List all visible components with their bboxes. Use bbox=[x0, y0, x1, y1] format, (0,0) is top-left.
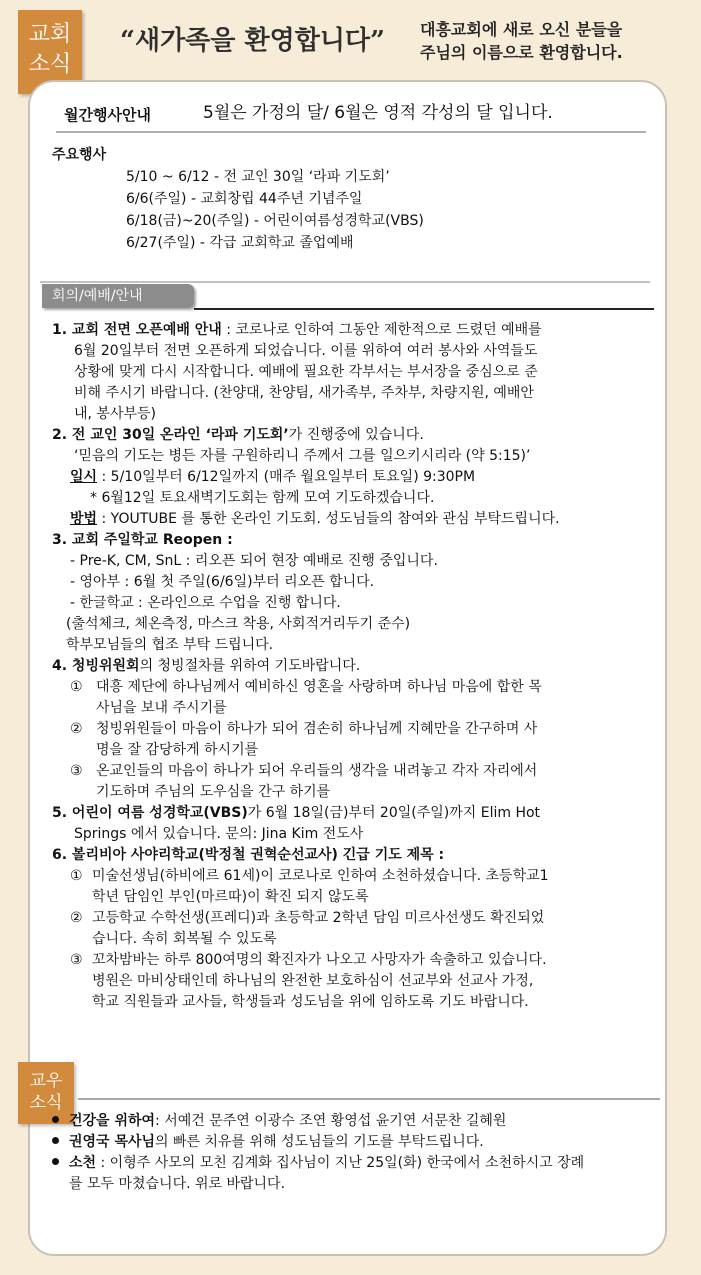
method-line bbox=[52, 509, 662, 530]
list-item bbox=[52, 1132, 662, 1153]
bullet-icon bbox=[52, 1137, 59, 1144]
item-text: 를 모두 마쳤습니다. 위로 바랍니다. bbox=[69, 1176, 286, 1192]
item-title: 1. 교회 전면 오픈예배 안내 bbox=[52, 322, 222, 338]
divider bbox=[40, 281, 650, 283]
schedule-line bbox=[52, 467, 662, 488]
sub-text: 학년 담임인 부인(마르따)이 확진 되지 않도록 bbox=[92, 889, 369, 905]
sub-text: 사님을 보내 주시기를 bbox=[96, 700, 227, 716]
tag-line-1: 교우 bbox=[29, 1071, 63, 1091]
sub-text: 미술선생님(하비에르 61세)이 코로나로 인하여 소천하셨습니다. 초등학교1 bbox=[92, 868, 549, 884]
events-list bbox=[126, 166, 424, 254]
list-item bbox=[52, 803, 662, 824]
event-item: 5/10 ~ 6/12 - 전 교인 30일 ‘라파 기도회’ bbox=[126, 169, 390, 185]
sub-number: ① bbox=[70, 679, 83, 695]
list-item bbox=[52, 320, 662, 341]
item-title: 2. 전 교인 30일 온라인 ‘라파 기도회’ bbox=[52, 427, 289, 443]
meeting-label: 회의/예배/안내 bbox=[42, 284, 194, 308]
item-title: 5. 어린이 여름 성경학교(VBS) bbox=[52, 805, 248, 821]
tag-line-2: 소식 bbox=[28, 52, 72, 77]
sub-number: ② bbox=[70, 910, 83, 926]
sub-item bbox=[52, 719, 662, 740]
item-text: 상황에 맞게 다시 시작합니다. 예배에 필요한 각부서는 부서장을 중심으로 준 bbox=[74, 364, 538, 380]
item-title: 3. 교회 주일학교 Reopen bbox=[52, 532, 223, 548]
list-item bbox=[52, 425, 662, 446]
item-text: 의 청빙절차를 위하여 기도바랍니다. bbox=[139, 658, 361, 674]
page-title: “새가족을 환영합니다” bbox=[120, 26, 386, 56]
item-title: 소천 bbox=[69, 1155, 97, 1171]
sub-text: 습니다. 속히 회복될 수 있도록 bbox=[92, 931, 277, 947]
item-text: : 서예건 문주연 이광수 조연 황영섭 윤기연 서문찬 길혜원 bbox=[155, 1113, 507, 1129]
sub-text: 학교 직원들과 교사들, 학생들과 성도님을 위에 임하도록 기도 바랍니다. bbox=[92, 994, 529, 1010]
welcome-message bbox=[420, 18, 623, 64]
sub-text: 청빙위원들이 마음이 하나가 되어 겸손히 하나님께 지혜만을 간구하며 사 bbox=[96, 721, 538, 737]
sub-text: 온교인들의 마음이 하나가 되어 우리들의 생각을 내려놓고 각자 자리에서 bbox=[96, 763, 538, 779]
sub-number: ③ bbox=[70, 952, 83, 968]
item-text: - 영아부 : 6월 첫 주일(6/6일)부터 리오픈 합니다. bbox=[70, 574, 375, 590]
sub-text: 명을 잘 감당하게 하시기를 bbox=[96, 742, 259, 758]
members-list bbox=[52, 1111, 662, 1195]
events-title: 주요행사 bbox=[52, 147, 107, 163]
item-text: (출석체크, 체온측정, 마스크 착용, 사회적거리두기 준수) bbox=[66, 616, 411, 632]
welcome-line-2: 주님의 이름으로 환영합니다. bbox=[420, 43, 623, 62]
item-text: 의 빠른 치유를 위해 성도님들의 기도를 부탁드립니다. bbox=[155, 1134, 484, 1150]
sub-item bbox=[52, 908, 662, 929]
prayer-verse: ‘믿음의 기도는 병든 자를 구원하리니 주께서 그를 일으키시리라 (약 5:15)’ bbox=[74, 448, 531, 464]
sub-item bbox=[52, 761, 662, 782]
method-label: 방법 bbox=[70, 511, 98, 527]
sub-item bbox=[52, 950, 662, 971]
bullet-icon bbox=[52, 1116, 59, 1123]
sub-text: 고등학교 수학선생(프레디)과 초등학교 2학년 담임 미르사선생도 확진되었 bbox=[92, 910, 545, 926]
item-text: 가 진행중에 있습니다. bbox=[288, 427, 424, 443]
item-text: Springs 에서 있습니다. 문의: Jina Kim 전도사 bbox=[74, 826, 364, 842]
sub-text: 대흥 제단에 하나님께서 예비하신 영혼을 사랑하며 하나님 마음에 합한 목 bbox=[96, 679, 542, 695]
event-item: 6/27(주일) - 각급 교회학교 졸업예배 bbox=[126, 235, 354, 251]
divider bbox=[78, 1098, 660, 1100]
divider bbox=[56, 131, 646, 133]
list-item bbox=[52, 1153, 662, 1174]
schedule-label: 일시 bbox=[70, 469, 98, 485]
monthly-headline: 5월은 가정의 달/ 6월은 영적 각성의 달 입니다. bbox=[203, 103, 553, 123]
tag-line-1: 교회 bbox=[28, 22, 72, 47]
sub-text: 병원은 마비상태인데 하나님의 완전한 보호하심이 선교부와 선교사 가정, bbox=[92, 973, 534, 989]
schedule-note: * 6월12일 토요새벽기도회는 함께 모여 기도하겠습니다. bbox=[90, 490, 435, 506]
item-text: 내, 봉사부등) bbox=[74, 406, 156, 422]
bullet-icon bbox=[52, 1158, 59, 1165]
sub-text: 꼬차밤바는 하루 800여명의 확진자가 나오고 사망자가 속출하고 있습니다. bbox=[92, 952, 547, 968]
list-item bbox=[52, 1111, 662, 1132]
section-rule bbox=[194, 308, 654, 310]
sub-item bbox=[52, 866, 662, 887]
method-text: : YOUTUBE 를 통한 온라인 기도회. 성도님들의 참여와 관심 부탁드립니다. bbox=[97, 511, 560, 527]
meeting-items bbox=[52, 320, 662, 1013]
item-text: 가 6월 18일(금)부터 20일(주일)까지 Elim Hot bbox=[247, 805, 541, 821]
item-text: - 한글학교 : 온라인으로 수업을 진행 합니다. bbox=[70, 595, 341, 611]
item-text: : 코로나로 인하여 그동안 제한적으로 드렸던 예배를 bbox=[221, 322, 542, 338]
item-title: 4. 청빙위원회 bbox=[52, 658, 140, 674]
event-item: 6/6(주일) - 교회창립 44주년 기념주일 bbox=[126, 191, 363, 207]
schedule-text: : 5/10일부터 6/12일까지 (매주 월요일부터 토요일) 9:30PM bbox=[97, 469, 476, 485]
sub-number: ② bbox=[70, 721, 83, 737]
monthly-label: 월간행사안내 bbox=[64, 106, 151, 124]
welcome-line-1: 대흥교회에 새로 오신 분들을 bbox=[420, 20, 623, 39]
sub-number: ③ bbox=[70, 763, 83, 779]
item-title: 권영국 목사님 bbox=[69, 1134, 156, 1150]
list-item bbox=[52, 530, 662, 551]
item-text: : 이형주 사모의 모친 김계화 집사님이 지난 25일(화) 한국에서 소천하시고 장례 bbox=[96, 1155, 585, 1171]
item-text: - Pre-K, CM, SnL : 리오픈 되어 현장 예배로 진행 중입니다. bbox=[70, 553, 438, 569]
item-title: 6. 볼리비아 사야리학교(박정철 권혁순선교사) 긴급 기도 제목 : bbox=[52, 847, 445, 863]
list-item bbox=[52, 656, 662, 677]
sub-number: ① bbox=[70, 868, 83, 884]
item-text: 학부모님들의 협조 부탁 드립니다. bbox=[66, 637, 274, 653]
item-text: 6월 20일부터 전면 오픈하게 되었습니다. 이를 위하여 여러 봉사와 사역들도 bbox=[74, 343, 538, 359]
tag-line-2: 소식 bbox=[29, 1093, 63, 1113]
item-title: 건강을 위하여 bbox=[69, 1113, 156, 1129]
item-text: 비해 주시기 바랍니다. (찬양대, 찬양팀, 새가족부, 주차부, 차량지원, 예배안 bbox=[74, 385, 534, 401]
sub-item bbox=[52, 677, 662, 698]
item-colon: : bbox=[222, 532, 233, 548]
sub-text: 기도하며 주님의 도우심을 간구 하기를 bbox=[96, 784, 331, 800]
event-item: 6/18(금)~20(주일) - 어린이여름성경학교(VBS) bbox=[126, 213, 424, 229]
